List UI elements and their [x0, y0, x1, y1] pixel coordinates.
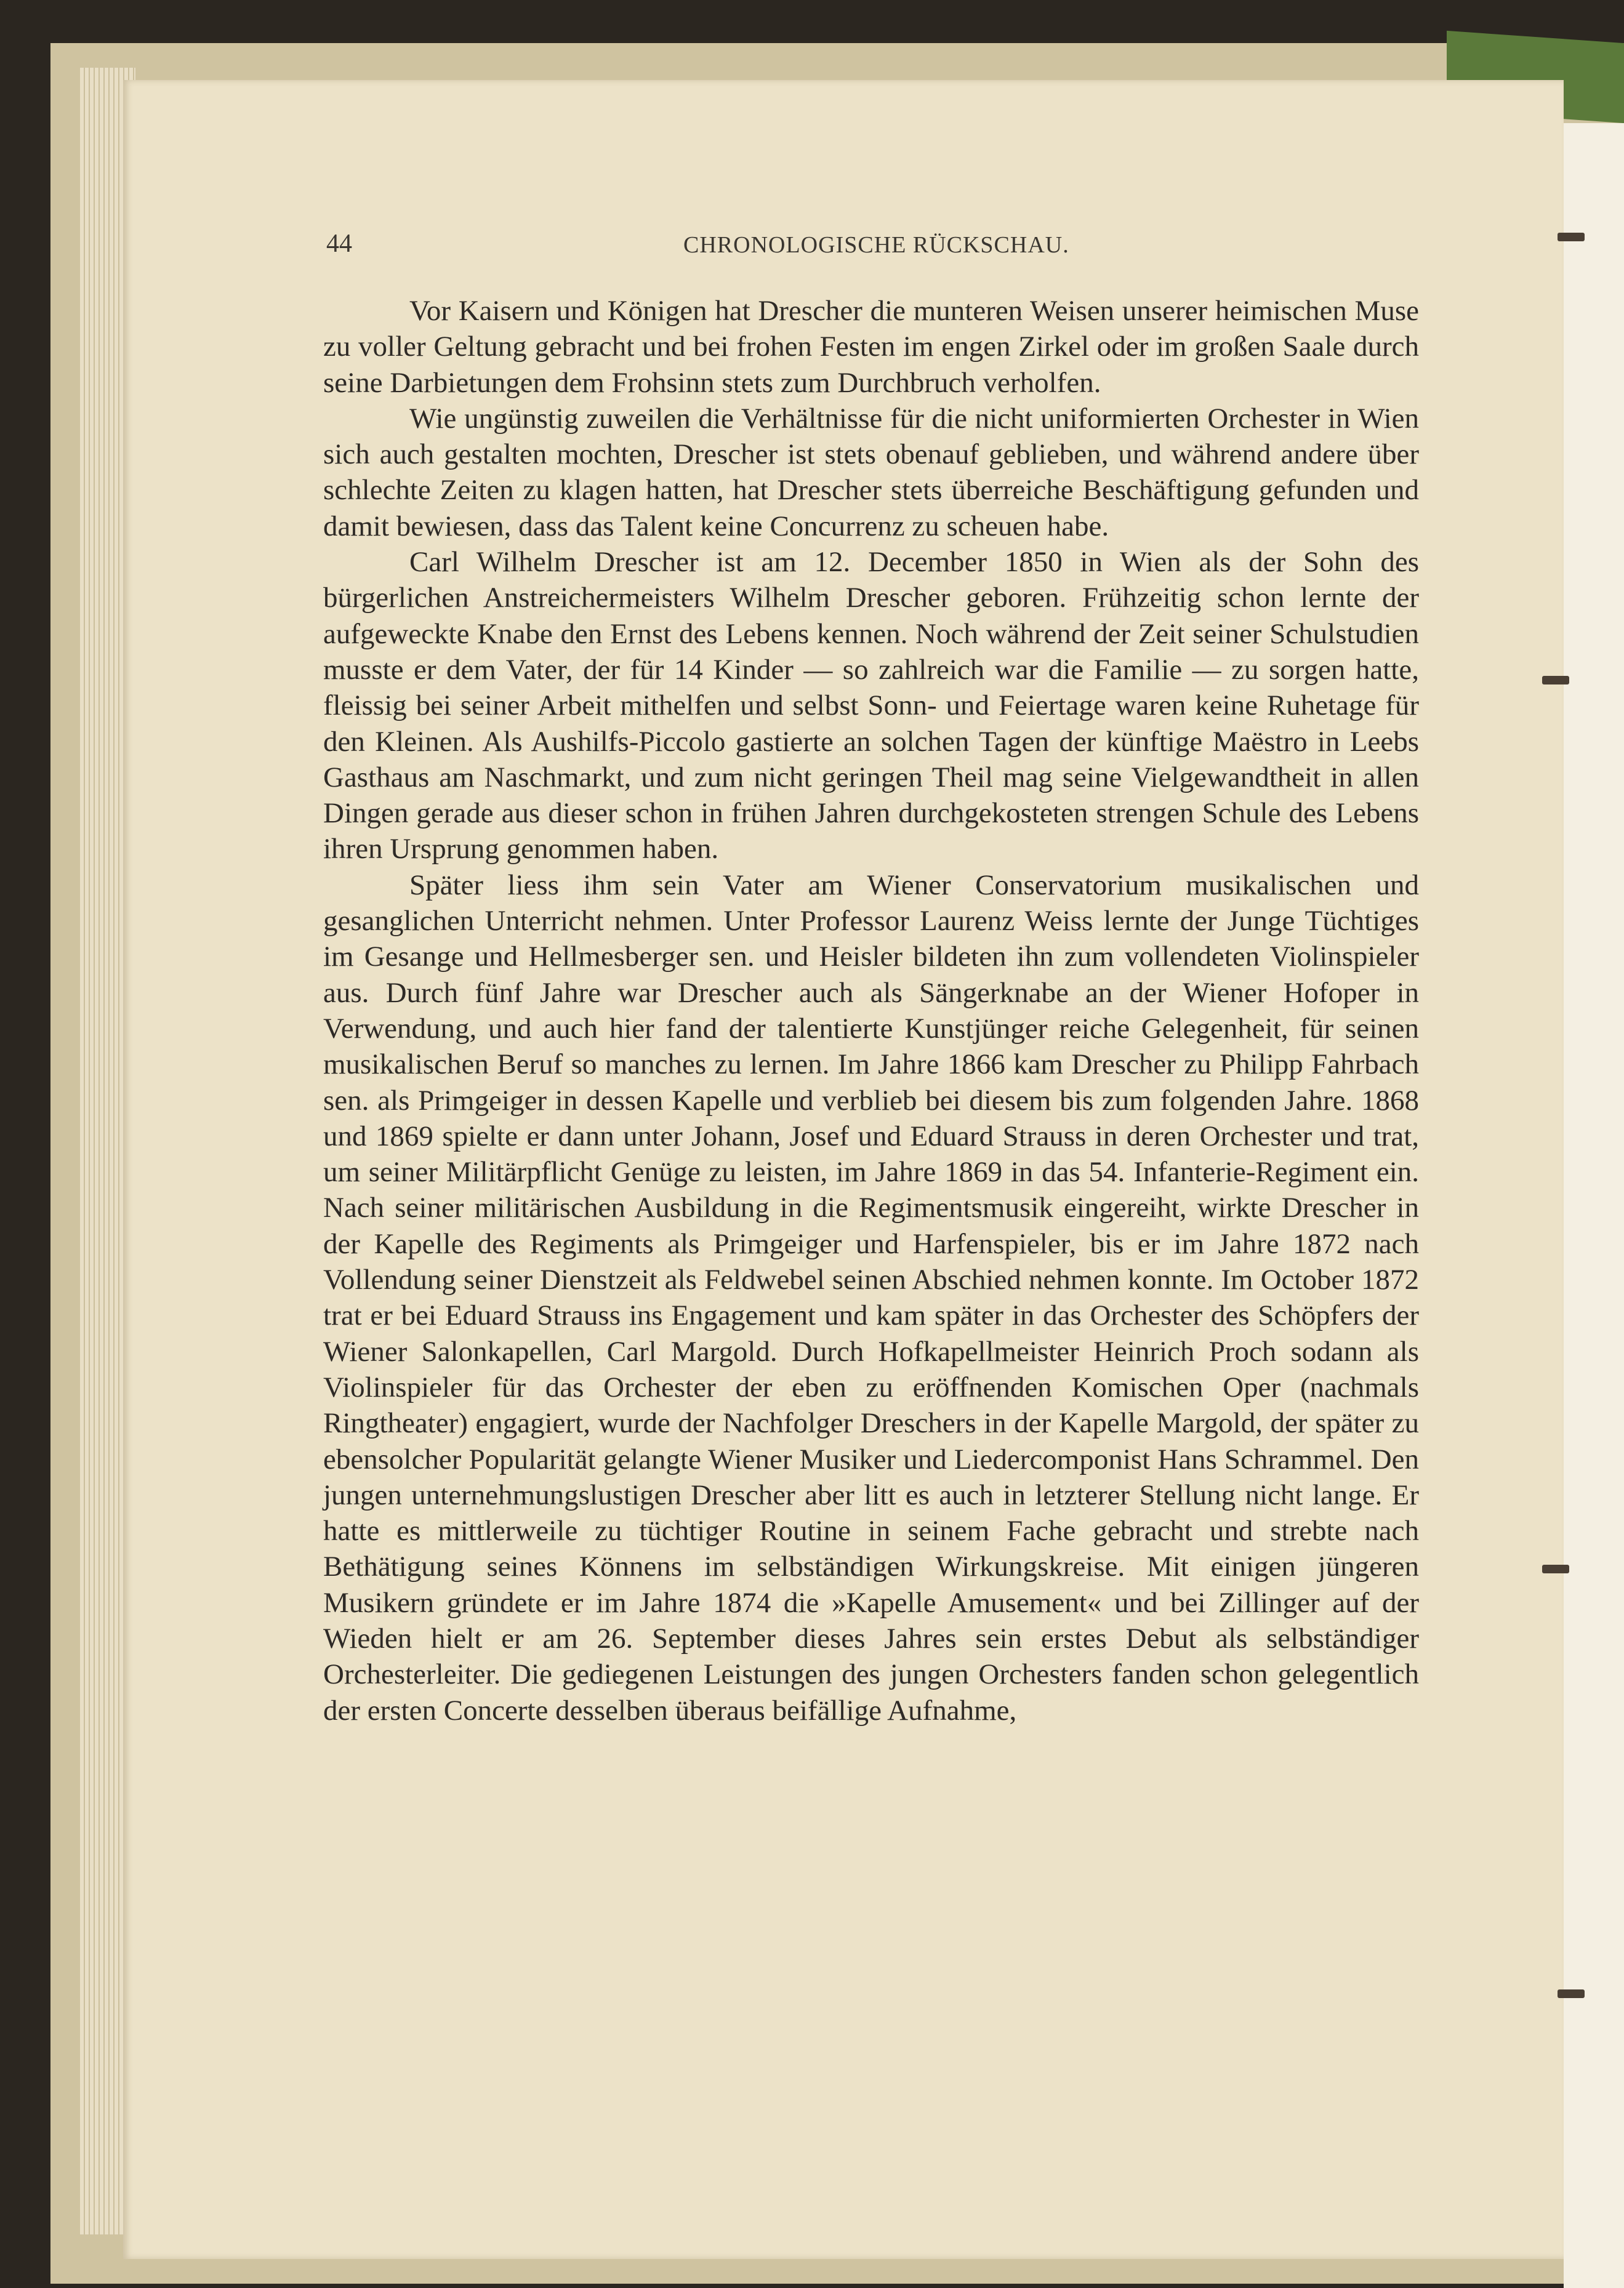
body-text [323, 293, 1419, 1728]
bookmark-ribbon [1558, 233, 1585, 241]
paragraph: Später liess ihm sein Vater am Wiener Conservatorium musikalischen und gesanglichen Unterricht nehmen. Unter Professor Laurenz Weiss lernte der Junge Tüchtiges im Gesange und Hellmesberger sen. und Heisler bildeten ihn zum vollendeten Violinspieler aus. Durch fünf Jahre war Drescher auch als Sängerknabe an der Wiener Hofoper in Verwendung, und auch hier fand der talentierte Kunstjünger reiche Gelegenheit, für seinen musikalischen Beruf so manches zu lernen. Im Jahre 1866 kam Drescher zu Philipp Fahrbach sen. als Primgeiger in dessen Kapelle und verblieb bei diesem bis zum folgenden Jahre. 1868 und 1869 spielte er dann unter Johann, Josef und Eduard Strauss in deren Orchester und trat, um seiner Militärpflicht Genüge zu leisten, im Jahre 1869 in das 54. Infanterie-Regiment ein. Nach seiner militärischen Ausbildung in die Regimentsmusik eingereiht, wirkte Drescher in der Kapelle des Regiments als Primgeiger und Harfenspieler, bis er im Jahre 1872 nach Vollendung seiner Dienstzeit als Feldwebel seinen Abschied nehmen konnte. Im October 1872 trat er bei Eduard Strauss ins Engagement und kam später in das Orchester des Schöpfers der Wiener Salonkapellen, Carl Margold. Durch Hofkapellmeister Heinrich Proch sodann als Violinspieler für das Orchester der eben zu eröffnenden Komischen Oper (nachmals Ringtheater) engagiert, wurde der Nachfolger Dreschers in der Kapelle Margold, der später zu ebensolcher Popularität gelangte Wiener Musiker und Liedercomponist Hans Schrammel. Den jungen unternehmungslustigen Drescher aber litt es auch in letzterer Stellung nicht lange. Er hatte es mittlerweile zu tüchtiger Routine in seinem Fache gebracht und strebte nach Bethätigung seines Könnens im selbständigen Wirkungskreise. Mit einigen jüngeren Musikern gründete er im Jahre 1874 die »Kapelle Amusement« und bei Zillinger auf der Wieden hielt er am 26. September dieses Jahres sein erstes Debut als selbständiger Orchesterleiter. Die gediegenen Leistungen des jungen Orchesters fanden schon gelegentlich der ersten Concerte desselben überaus beifällige Aufnahme, [323, 869, 1419, 1727]
paragraph: Vor Kaisern und Königen hat Drescher die munteren Weisen unserer heimischen Muse zu voller Geltung gebracht und bei frohen Festen im engen Zirkel oder im großen Saale durch seine Darbietungen dem Frohsinn stets zum Durchbruch verholfen. [323, 295, 1419, 399]
bookmark-ribbon [1558, 1989, 1585, 1998]
bookmark-ribbon [1542, 1565, 1569, 1573]
bookmark-ribbon [1542, 676, 1569, 684]
background-strip [1564, 123, 1624, 2288]
page-header [326, 229, 1434, 272]
page-number: 44 [326, 230, 352, 258]
paragraph: Carl Wilhelm Drescher ist am 12. December 1850 in Wien als der Sohn des bürgerlichen Anstreichermeisters Wilhelm Drescher geboren. Frühzeitig schon lernte der aufgeweckte Knabe den Ernst des Lebens kennen. Noch während der Zeit seiner Schulstudien musste er dem Vater, der für 14 Kinder — so zahlreich war die Familie — zu sorgen hatte, fleissig bei seiner Arbeit mithelfen und selbst Sonn- und Feiertage waren keine Ruhetage für den Kleinen. Als Aushilfs-Piccolo gastierte an solchen Tagen der künftige Maëstro in Leebs Gasthaus am Naschmarkt, und zum nicht geringen Theil mag seine Vielgewandtheit in allen Dingen gerade aus dieser schon in frühen Jahren durchgekosteten strengen Schule des Lebens ihren Ursprung genommen haben. [323, 546, 1419, 865]
paragraph: Wie ungünstig zuweilen die Verhältnisse für die nicht uniformierten Orchester in Wien sich auch gestalten mochten, Drescher ist stets obenauf geblieben, und während andere über schlechte Zeiten zu klagen hatten, hat Drescher stets überreiche Beschäftigung gefunden und damit bewiesen, dass das Talent keine Concurrenz zu scheuen habe. [323, 402, 1419, 542]
running-title: CHRONOLOGISCHE RÜCKSCHAU. [683, 232, 1069, 258]
